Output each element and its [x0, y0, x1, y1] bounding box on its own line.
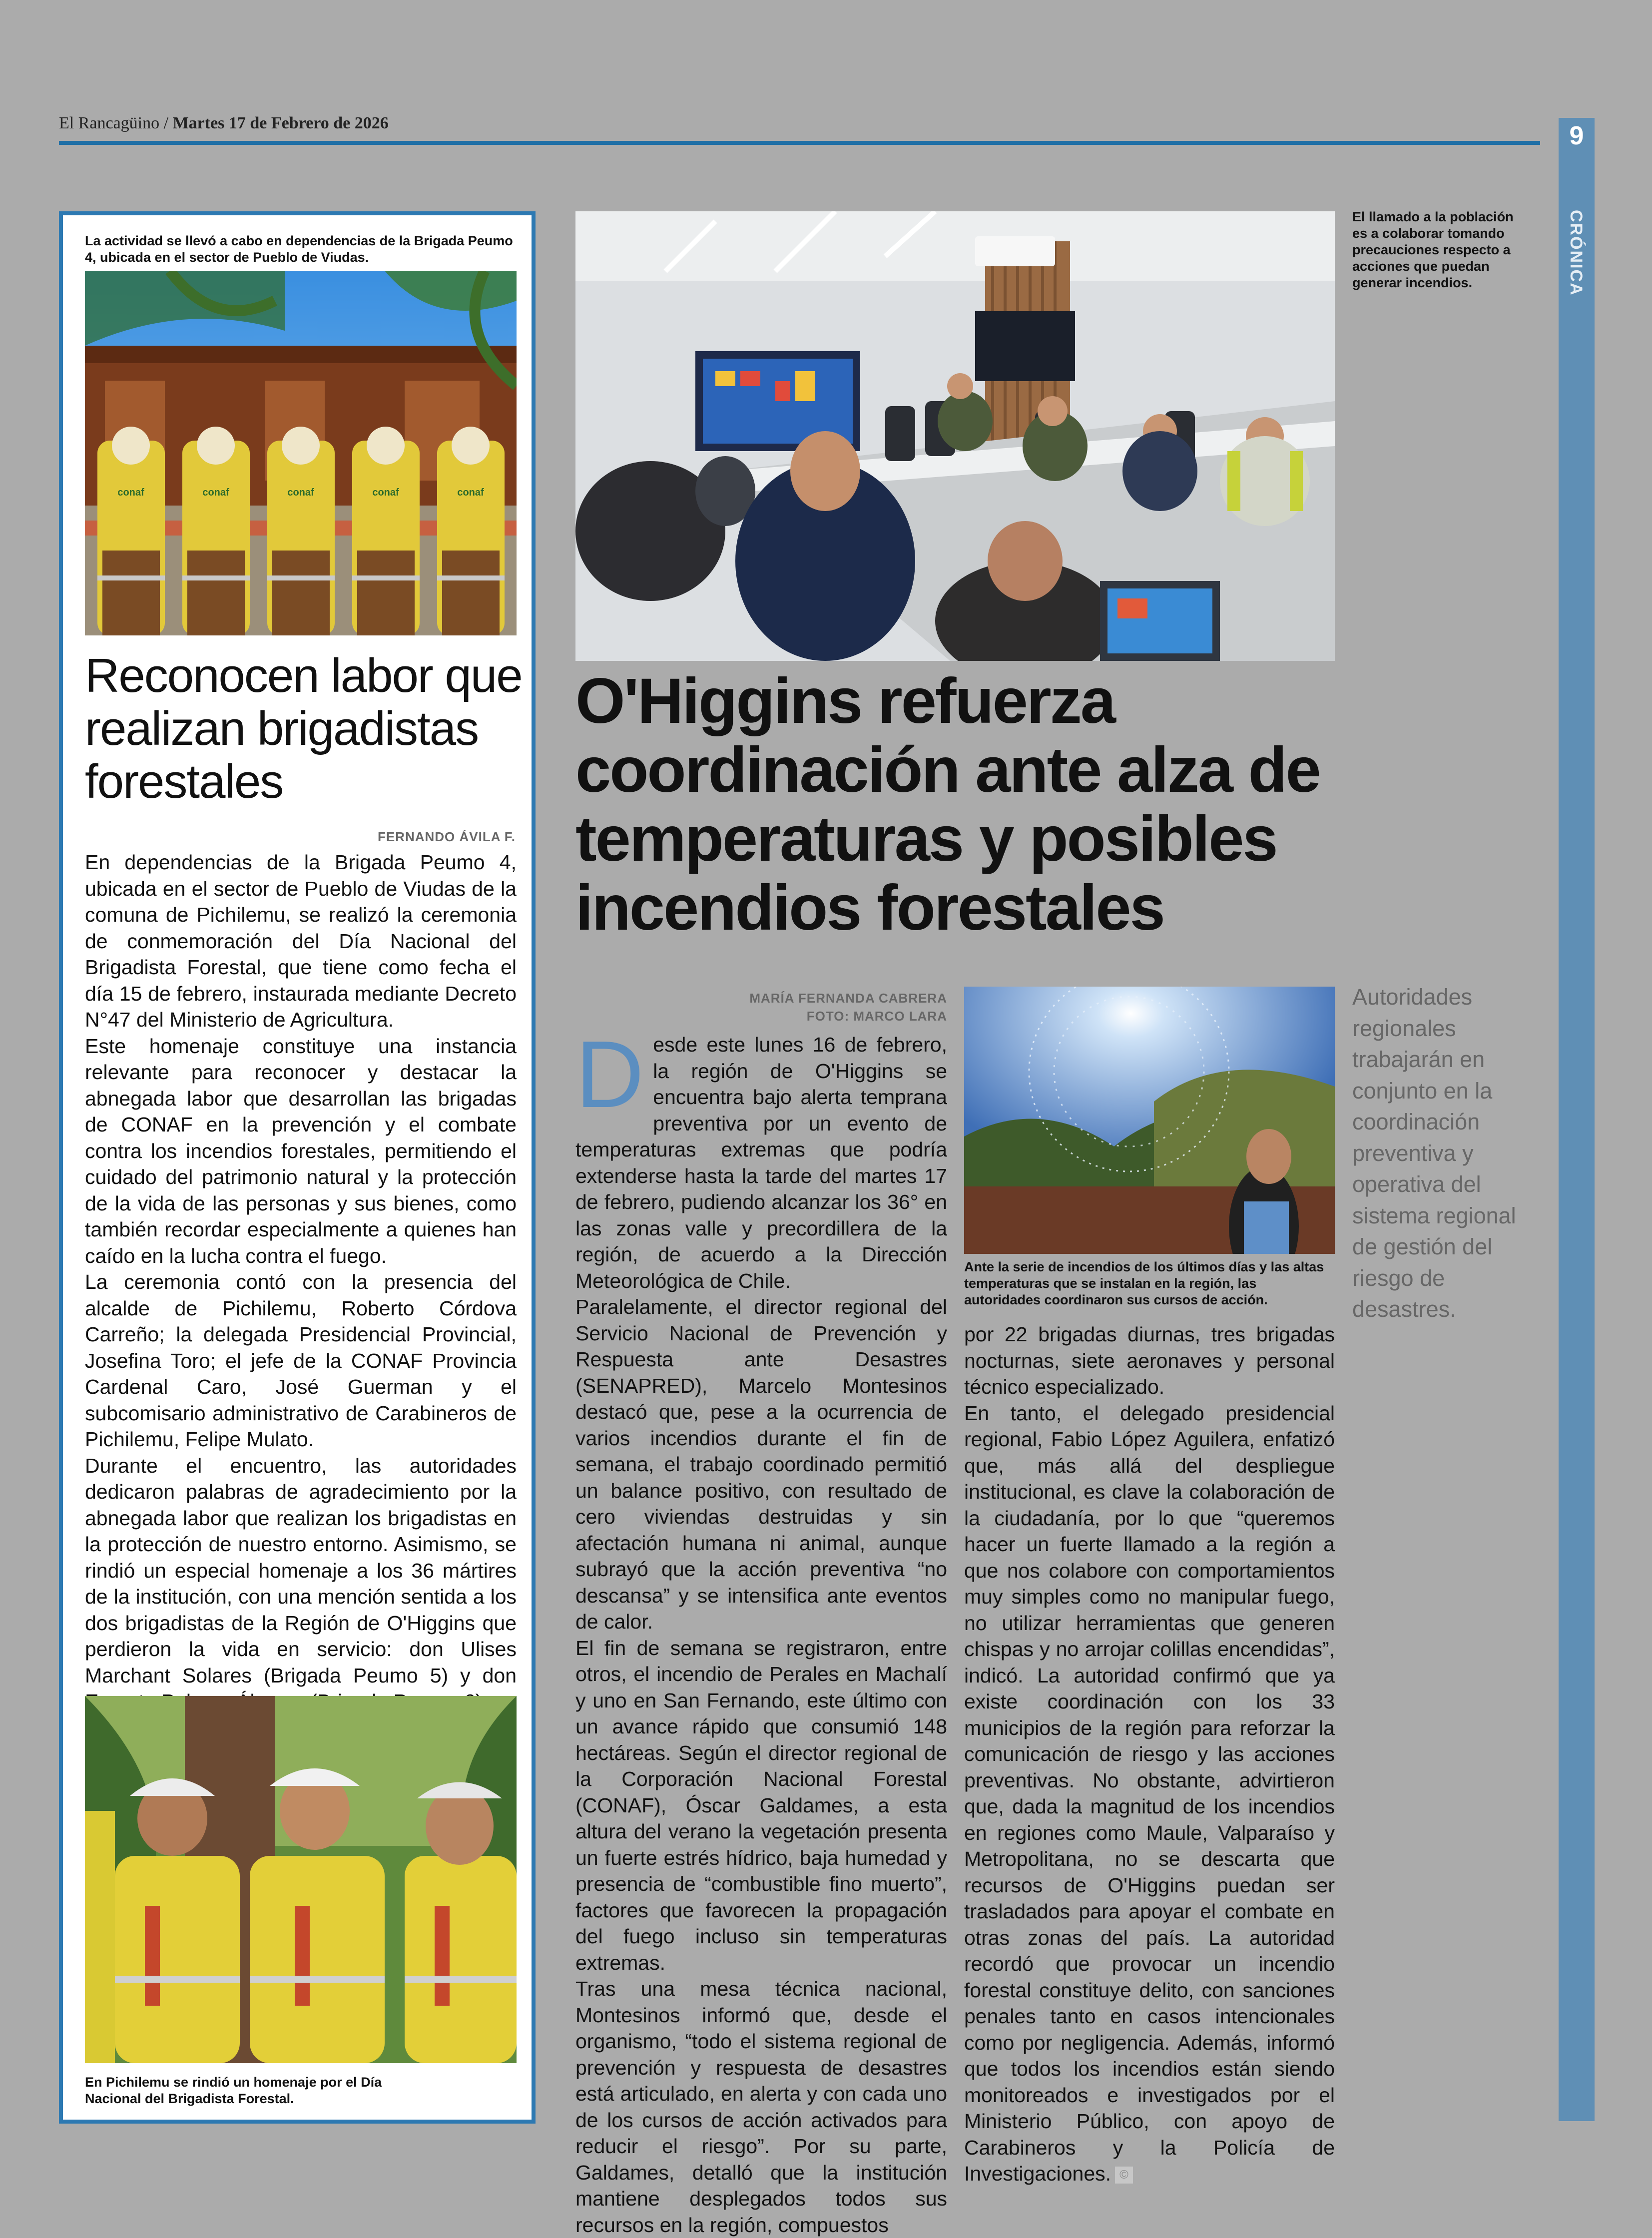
main-first-paragraph — [575, 1022, 947, 1294]
brigadistas-homenaje-photo — [85, 1696, 517, 2063]
vest-text: conaf — [287, 487, 314, 498]
heat-sprinkler-photo — [964, 987, 1335, 1254]
top-photo-caption: El llamado a la población es a colaborar tomando precauciones respecto a acciones que puedan generar incendios. — [1352, 209, 1514, 290]
vest-text: conaf — [117, 487, 144, 498]
main-byline-author: MARÍA FERNANDA CABRERA — [749, 991, 947, 1006]
coordination-meeting-photo — [575, 211, 1335, 661]
main-article-column-1 — [575, 1022, 947, 2238]
left-bottom-caption: En Pichilemu se rindió un homenaje por el Día Nacional del Brigadista Forestal. — [85, 2075, 382, 2106]
left-paragraph: En dependencias de la Brigada Peumo 4, ubicada en el sector de Pueblo de Viudas de la comuna de Pichilemu, se realizó la ceremonia de conmemoración del Día Nacional del Brigadista Forestal, que tiene como fecha el día 15 de febrero, instaurada mediante Decreto N°47 del Ministerio de Agricultura. — [85, 851, 517, 1031]
left-paragraph: Durante el encuentro, las autoridades dedicaron palabras de agradecimiento por la abnegada labor que realizan los brigadistas en la protección de nuestro entorno. Asimismo, se rindió un especial homenaje a los 36 mártires de la institución, con una mención sentida a los dos brigadistas de la Región de O'Higgins que perdieron la vida en servicio: don Ulises Marchant Solares (Brigada Peumo 5) y don — [85, 1454, 517, 1687]
publication-name: El Rancagüino / — [59, 114, 169, 132]
vest-text: conaf — [202, 487, 229, 498]
main-headline: O'Higgins refuerza coordinación ante alza de temperaturas y posibles incendios forestales — [575, 665, 1320, 944]
left-top-caption: La actividad se llevó a cabo en dependencias de la Brigada Peumo 4, ubicada en el sector de Pueblo de Viudas. — [85, 233, 513, 265]
vest-text: conaf — [372, 487, 399, 498]
left-headline: Reconocen labor que realizan brigadistas forestales — [85, 649, 522, 808]
issue-date: Martes 17 de Febrero de 2026 — [172, 114, 389, 132]
end-mark-icon: © — [1115, 2167, 1133, 2184]
main-paragraph: Tras una mesa técnica nacional, Montesinos informó que, desde el organismo, “todo el sistema regional de prevención y respuesta de desastres está articulado, en alerta y con cada uno de los cursos de acción activados para reducir el riesgo”. Por su parte, Galdames, detalló que la institución mantiene desplegados todos sus recursos en la región, compuestos — [575, 1977, 947, 2237]
main-paragraph: Paralelamente, el director regional del Servicio Nacional de Prevención y Respuesta ante Desastres (SENAPRED), Marcelo Montesinos destacó que, pese a la ocurrencia de varios incendios durante el fin de semana, el trabajo coordinado permitió un balance positivo, con resultado de cero viviendas destruidas y sin afectación humana ni animal, aunque subrayó que la acción preventiva “no descansa” y se intensifica ante eventos de calor. — [575, 1295, 947, 1633]
main-byline-photo: FOTO: MARCO LARA — [806, 1009, 947, 1024]
main-paragraph: El fin de semana se registraron, entre otros, el incendio de Perales en Machalí y uno en San Fernando, este último con un avance rápido que consumió 148 hectáreas. Según el director regional de la Corporación Nacional Forestal (CONAF), Óscar Galdames, a esta altura del verano la vegetación presenta un fuerte estrés hídrico, baja humedad y presencia de “combustible fino muerto”, factores que favorecen la propagación del fuego incluso sin temperaturas extremas. — [575, 1636, 947, 1974]
main-paragraph-last — [964, 1400, 1335, 2187]
main-first-paragraph-text: esde este lunes 16 de febrero, la región de O'Higgins se encuentra bajo alerta temprana preventiva por un evento de temperaturas extremas que podría extenderse hasta la tarde del martes 17 de febrero, pudiendo alcanzar los 36° en las zonas valle y precordillera de la región, de acuerdo a la Dirección Meteorológica de Chile. — [575, 1033, 947, 1292]
mid-photo-caption: Ante la serie de incendios de los últimos días y las altas temperaturas que se instalan en la región, las autoridades coordinaron sus cursos de acción. — [964, 1259, 1324, 1307]
left-paragraph: Este homenaje constituye una instancia relevante para reconocer y destacar la abnegada labor que desarrollan las brigadas de CONAF en la prevención y el combate contra los incendios forestales, permitiendo el cuidado del patrimonio natural y la protección de la vida de las personas y sus bienes, como también recordar especialmente a quienes han caído en la lucha contra el fuego. — [85, 1034, 517, 1267]
brigadistas-ceremony-photo — [85, 271, 517, 635]
section-label-text: CRÓNICA — [1567, 210, 1586, 296]
masthead — [59, 114, 389, 133]
left-article-body — [85, 849, 517, 1715]
section-label — [1559, 210, 1595, 320]
dropcap: D — [575, 1022, 644, 1127]
vest-text: conaf — [457, 487, 484, 498]
left-paragraph: La ceremonia contó con la presencia del alcalde de Pichilemu, Roberto Córdova Carreño; la delegada Presidencial Provincial, Josefina Toro; el jefe de la CONAF Provincia Cardenal Caro, José Guerman y el subcomisario administrativo de Carabineros de Pichilemu, Felipe Mulato. — [85, 1270, 517, 1451]
section-side-band — [1559, 118, 1595, 2121]
page-number: 9 — [1569, 121, 1584, 150]
left-byline: FERNANDO ÁVILA F. — [377, 829, 516, 844]
main-paragraph: por 22 brigadas diurnas, tres brigadas nocturnas, siete aeronaves y personal técnico especializado. — [964, 1323, 1335, 1398]
main-article-column-2 — [964, 1321, 1335, 2187]
main-paragraph-last-text: En tanto, el delegado presidencial regional, Fabio López Aguilera, enfatizó que, más allá del despliegue institucional, es clave la colaboración de la ciudadanía, por lo que “queremos hacer un fuerte llamado a la región a que nos colabore con comportamientos muy simples como no manipular fuego, no utilizar herramientas que generen chispas y no arrojar colillas encendidas”, indicó. La autoridad confirmó que ya existe coordinación con los 33 municipios de la región para reforzar la comunicación de riesgo y las acciones preventivas. No obstante, advirtieron que, dada la magnitud de los incendios en regiones como Maule, Valparaíso y Metropolitana, no se descarta que recursos de O'Higgins puedan ser trasladados para apoyar el combate en otras zonas del país. La autoridad recordó que provocar un incendio forestal constituye delito, con sanciones penales tanto en casos intencionales como por negligencia. Además, informó que todos los incendios están siendo monitoreados e investigados por el Ministerio Público, con apoyo de Carabineros y la Policía de Investigaciones. — [964, 1401, 1335, 2185]
pull-quote: Autoridades regionales trabajarán en conjunto en la coordinación preventiva y operativa del sistema regional de gestión del riesgo de desastres. — [1352, 984, 1516, 1322]
main-byline — [699, 989, 947, 1025]
header-rule — [59, 141, 1540, 145]
